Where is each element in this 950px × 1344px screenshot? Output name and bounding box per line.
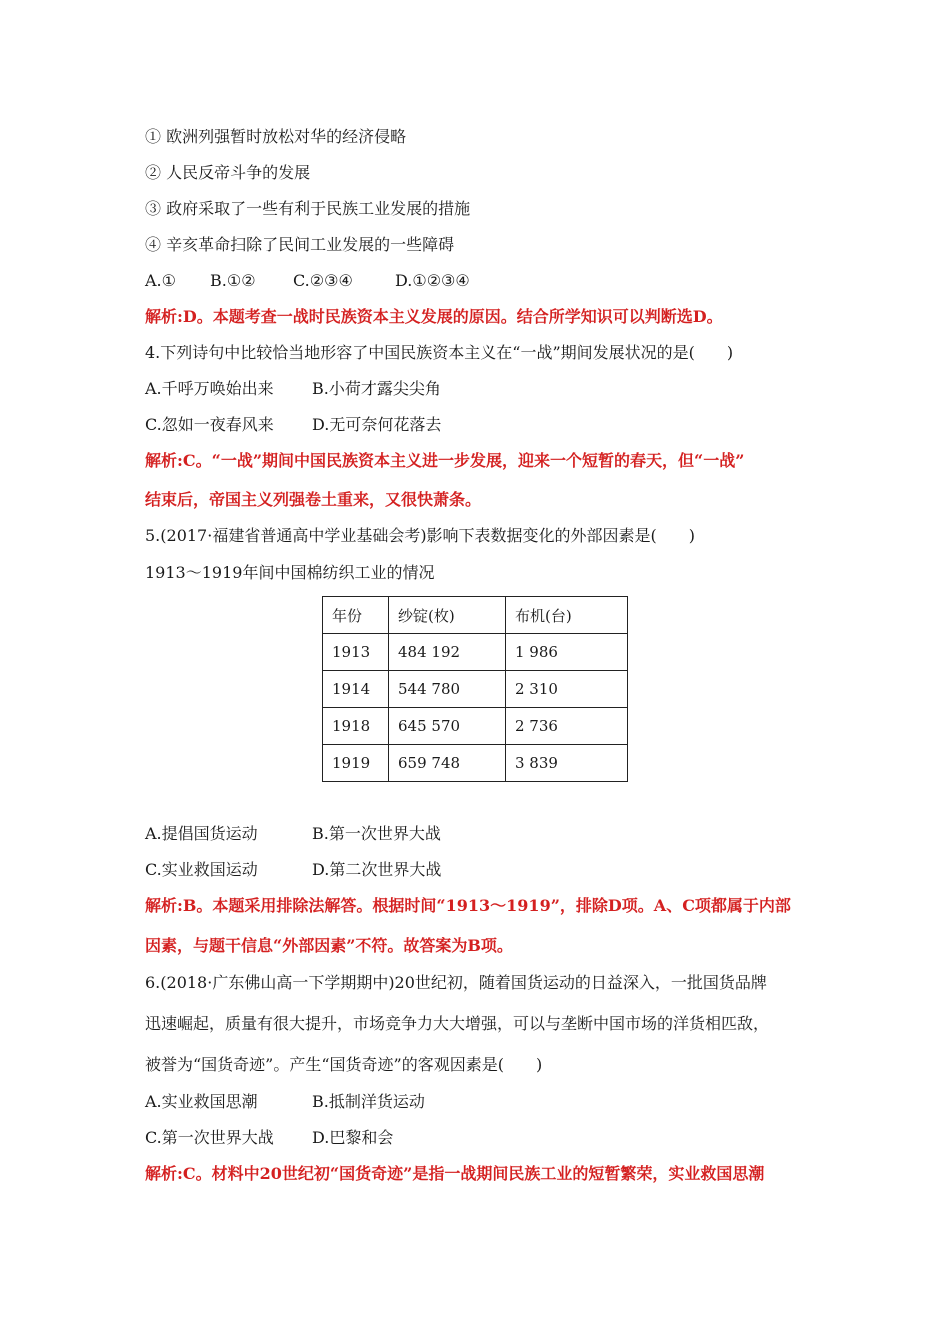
table-row: [323, 671, 628, 708]
table-header-row: [323, 597, 628, 634]
table-cell: 1918: [323, 708, 389, 745]
table-cell: 2 310: [506, 671, 628, 708]
q3-item-2: ② 人民反帝斗争的发展: [145, 163, 311, 182]
table-cell: 2 736: [506, 708, 628, 745]
table-cell: 645 570: [389, 708, 506, 745]
q6-option-c: C.第一次世界大战: [145, 1128, 274, 1147]
table-cell: 1 986: [506, 634, 628, 671]
q3-option-b: B.①②: [210, 271, 256, 290]
table-cell: 484 192: [389, 634, 506, 671]
q5-option-b: B.第一次世界大战: [312, 824, 441, 843]
table-cell: 1913: [323, 634, 389, 671]
q4-option-c: C.忽如一夜春风来: [145, 415, 274, 434]
q5-data-table: [322, 596, 628, 782]
table-cell: 1919: [323, 745, 389, 782]
q4-answer-line-1: 解析:C。“一战”期间中国民族资本主义进一步发展，迎来一个短暂的春天，但“一战”: [145, 451, 745, 470]
table-row: [323, 634, 628, 671]
q6-stem-line-3: 被誉为“国货奇迹”。产生“国货奇迹”的客观因素是( ): [145, 1055, 543, 1074]
q6-option-b: B.抵制洋货运动: [312, 1092, 425, 1111]
table-row: [323, 745, 628, 782]
q6-stem-line-2: 迅速崛起，质量有很大提升，市场竞争力大大增强，可以与垄断中国市场的洋货相匹敌，: [145, 1014, 770, 1033]
q4-option-b: B.小荷才露尖尖角: [312, 379, 441, 398]
q5-table-title: 1913～1919年间中国棉纺织工业的情况: [145, 563, 435, 582]
q3-answer: 解析:D。本题考查一战时民族资本主义发展的原因。结合所学知识可以判断选D。: [145, 307, 723, 326]
table-cell: 659 748: [389, 745, 506, 782]
q6-option-a: A.实业救国思潮: [145, 1092, 258, 1111]
q5-answer-line-2: 因素，与题干信息“外部因素”不符。故答案为B项。: [145, 936, 513, 955]
table-cell: 1914: [323, 671, 389, 708]
q3-option-c: C.②③④: [293, 271, 353, 290]
q3-item-3: ③ 政府采取了一些有利于民族工业发展的措施: [145, 199, 471, 218]
q3-option-d: D.①②③④: [395, 271, 470, 290]
q4-stem: 4.下列诗句中比较恰当地形容了中国民族资本主义在“一战”期间发展状况的是( ): [145, 343, 734, 362]
q5-stem: 5.(2017·福建省普通高中学业基础会考)影响下表数据变化的外部因素是( ): [145, 526, 696, 545]
table-header-cell: 年份: [323, 597, 389, 634]
table-header-cell: 纱锭(枚): [389, 597, 506, 634]
q5-option-d: D.第二次世界大战: [312, 860, 442, 879]
q6-stem-line-1: 6.(2018·广东佛山高一下学期期中)20世纪初，随着国货运动的日益深入，一批国货品牌: [145, 973, 767, 992]
q4-option-a: A.千呼万唤始出来: [145, 379, 274, 398]
q6-answer: 解析:C。材料中20世纪初“国货奇迹”是指一战期间民族工业的短暂繁荣，实业救国思潮: [145, 1164, 765, 1183]
q5-option-c: C.实业救国运动: [145, 860, 258, 879]
q6-option-d: D.巴黎和会: [312, 1128, 394, 1147]
q3-item-4: ④ 辛亥革命扫除了民间工业发展的一些障碍: [145, 235, 455, 254]
q5-option-a: A.提倡国货运动: [145, 824, 258, 843]
q3-item-1: ① 欧洲列强暂时放松对华的经济侵略: [145, 127, 407, 146]
q5-answer-line-1: 解析:B。本题采用排除法解答。根据时间“1913～1919”，排除D项。A、C项都属于内部: [145, 896, 791, 915]
q4-option-d: D.无可奈何花落去: [312, 415, 442, 434]
table-cell: 544 780: [389, 671, 506, 708]
table-row: [323, 708, 628, 745]
q4-answer-line-2: 结束后，帝国主义列强卷土重来，又很快萧条。: [145, 490, 482, 509]
q3-option-a: A.①: [145, 271, 176, 290]
table-cell: 3 839: [506, 745, 628, 782]
table-header-cell: 布机(台): [506, 597, 628, 634]
